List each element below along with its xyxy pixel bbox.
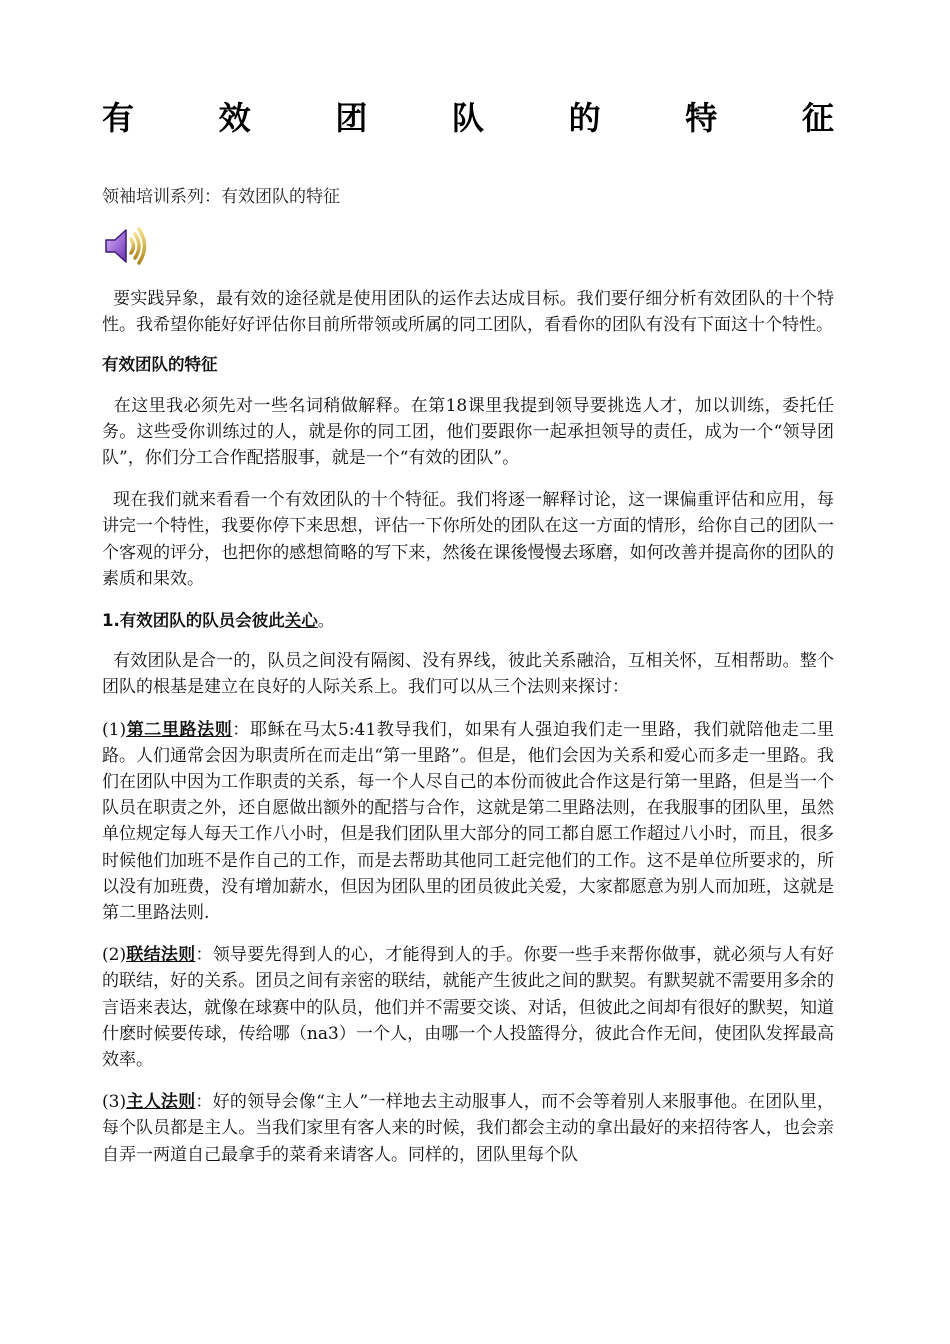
document-subtitle: 领袖培训系列：有效团队的特征 bbox=[102, 187, 340, 207]
document-title bbox=[102, 96, 834, 140]
point-1-heading-emphasis: 关心 bbox=[284, 611, 318, 631]
law-owner bbox=[102, 1089, 834, 1168]
law-number: (3) bbox=[102, 1092, 127, 1113]
title-char: 效 bbox=[218, 99, 251, 137]
paragraph-overview: 现在我们就来看看一个有效团队的十个特征。我们将逐一解释讨论，这一课偏重评估和应用，每讲完一个特性，我要你停下来思想，评估一下你所处的团队在这一方面的情形，给你自己的团队一个客观的评分，也把你的感想简略的写下来，然後在课後慢慢去琢磨，如何改善并提高你的团队的素质和果效。 bbox=[102, 490, 835, 589]
law-text: ：领导要先得到人的心，才能得到人的手。你要一些手来帮你做事，就必须与人有好的联结，好的关系。团员之间有亲密的联结，就能产生彼此之间的默契。有默契就不需要用多余的言语来表达，就像在球赛中的队员，他们并不需要交谈、对话，但彼此之间却有很好的默契，知道什麽时候要传球，传给哪（na3）一个人，由哪一个人投篮得分，彼此合作无间，使团队发挥最高效率。 bbox=[102, 945, 835, 1071]
law-term: 联结法则 bbox=[126, 945, 196, 966]
title-char: 队 bbox=[451, 99, 484, 137]
law-text: ：好的领导会像“主人”一样地去主动服事人，而不会等着别人来服事他。在团队里，每个队员都是主人。当我们家里有客人来的时候，我们都会主动的拿出最好的来招待客人，也会亲自弄一两道自己最拿手的菜肴来请客人。同样的，团队里每个队 bbox=[102, 1092, 835, 1165]
point-1-heading-suffix: 。 bbox=[317, 611, 335, 631]
law-term: 主人法则 bbox=[126, 1092, 196, 1113]
point-1-heading bbox=[102, 608, 834, 634]
title-char: 团 bbox=[335, 99, 368, 137]
paragraph-point-1: 有效团队是合一的，队员之间没有隔阂、没有界线，彼此关系融洽，互相关怀，互相帮助。整个团队的根基是建立在良好的人际关系上。我们可以从三个法则来探讨： bbox=[102, 651, 835, 698]
law-number: (2) bbox=[102, 945, 127, 966]
law-number: (1) bbox=[102, 719, 127, 740]
point-1-heading-prefix: 1.有效团队的队员会彼此 bbox=[102, 611, 285, 631]
law-term: 第二里路法则 bbox=[126, 719, 233, 740]
law-second-mile bbox=[102, 717, 834, 927]
title-char: 征 bbox=[801, 99, 834, 137]
law-connection bbox=[102, 942, 834, 1073]
document-body bbox=[102, 286, 834, 1184]
title-char: 特 bbox=[685, 99, 718, 137]
section-heading: 有效团队的特征 bbox=[102, 355, 218, 375]
law-text: ：耶稣在马太5:41教导我们，如果有人强迫我们走一里路，我们就陪他走二里路。人们通常会因为职责所在而走出“第一里路”。但是，他们会因为关系和爱心而多走一里路。我们在团队中因为工作职责的关系，每一个人尽自己的本份而彼此合作这是行第一里路，但是当一个队员在职责之外，还自愿做出额外的配搭与合作，这就是第二里路法则，在我服事的团队里，虽然单位规定每人每天工作八小时，但是我们团队里大部分的同工都自愿工作超过八小时，而且，很多时候他们加班不是作自己的工作，而是去帮助其他同工赶完他们的工作。这不是单位所要求的，所以没有加班费，没有增加薪水，但因为团队里的团员彼此关爱，大家都愿意为别人而加班，这就是第二里路法则. bbox=[102, 719, 834, 924]
paragraph-definitions: 在这里我必须先对一些名词稍做解释。在第18课里我提到领导要挑选人才，加以训练，委托任务。这些受你训练过的人，就是你的同工团，他们要跟你一起承担领导的责任，成为一个“领导团队”，你们分工合作配搭服事，就是一个“有效的团队”。 bbox=[102, 395, 834, 469]
paragraph-intro: 要实践异象，最有效的途径就是使用团队的运作去达成目标。我们要仔细分析有效团队的十个特性。我希望你能好好评估你目前所带领或所属的同工团队，看看你的团队有没有下面这十个特性。 bbox=[102, 289, 835, 336]
title-char: 的 bbox=[568, 99, 601, 137]
title-char: 有 bbox=[102, 99, 135, 137]
speaker-icon[interactable] bbox=[102, 224, 148, 268]
